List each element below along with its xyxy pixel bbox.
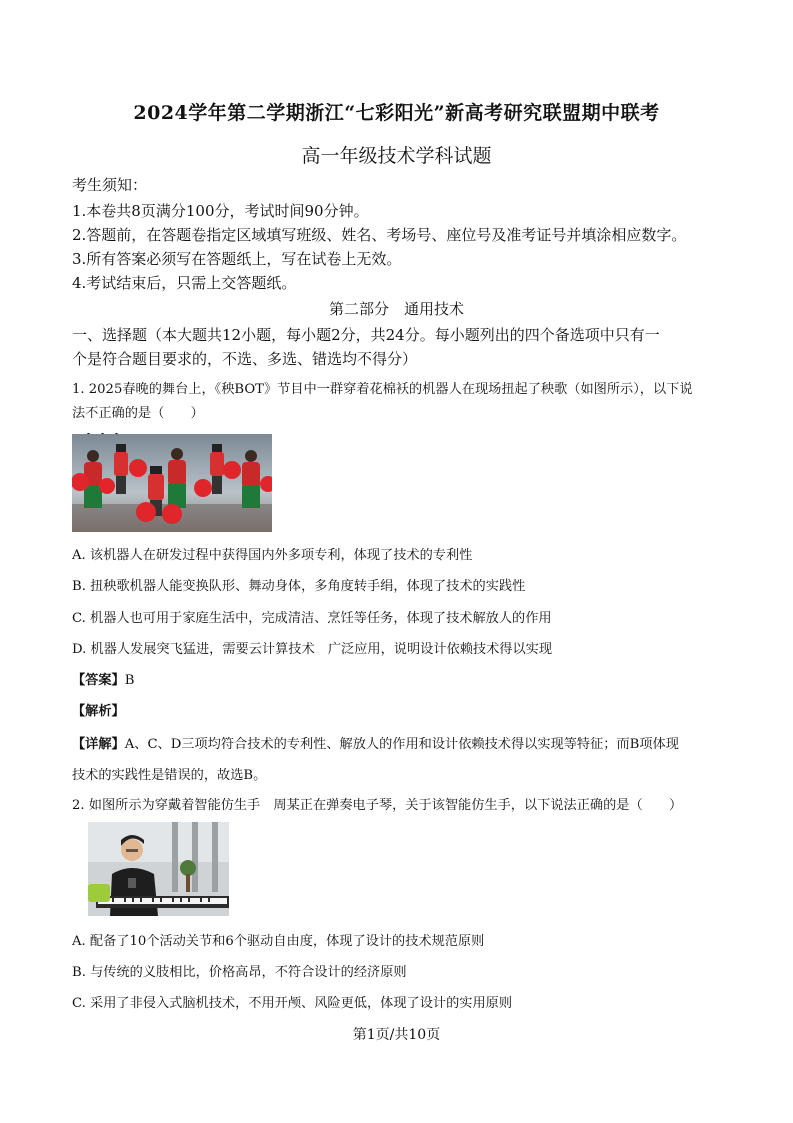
q1-robot-dance-photo — [72, 434, 272, 532]
q1-option-a: A. 该机器人在研发过程中获得国内外多项专利，体现了技术的专利性 — [72, 548, 473, 563]
q2-option-c: C. 采用了非侵入式脑机技术，不用开颅、风险更低，体现了设计的实用原则 — [72, 996, 513, 1011]
answer-label: 【答案】 — [72, 673, 125, 688]
detail-label: 【详解】 — [72, 737, 125, 752]
section-instructions-line1: 一、选择题（本大题共12小题，每小题2分，共24分。每小题列出的四个备选项中只有一 — [72, 326, 660, 344]
notice-heading: 考生须知： — [72, 176, 148, 194]
q1-option-d: D. 机器人发展突飞猛进，需要云计算技术 广泛应用，说明设计依赖技术得以实现 — [72, 642, 553, 657]
q2-stem: 2. 如图所示为穿戴着智能仿生手 周某正在弹奏电子琴，关于该智能仿生手，以下说法正确的是（ ） — [72, 798, 683, 813]
q1-detail-line1 — [72, 733, 679, 752]
notice-item-1: 1.本卷共8页满分100分，考试时间90分钟。 — [72, 202, 369, 220]
notice-item-2: 2.答题前，在答题卷指定区域填写班级、姓名、考场号、座位号及准考证号并填涂相应数字。 — [72, 226, 687, 244]
q2-option-b: B. 与传统的义肢相比，价格高昂，不符合设计的经济原则 — [72, 965, 407, 980]
exam-title: 2024学年第二学期浙江“七彩阳光”新高考研究联盟期中联考 — [133, 102, 660, 124]
q1-option-c: C. 机器人也可用于家庭生活中，完成清洁、烹饪等任务，体现了技术解放人的作用 — [72, 611, 552, 626]
detail-text: A、C、D三项均符合技术的专利性、解放人的作用和设计依赖技术得以实现等特征；而B项体现 — [124, 737, 679, 752]
analysis-label: 【解析】 — [72, 704, 125, 719]
q1-option-b: B. 扭秧歌机器人能变换队形、舞动身体，多角度转手绢，体现了技术的实践性 — [72, 579, 526, 594]
q1-answer — [72, 669, 134, 688]
exam-subtitle: 高一年级技术学科试题 — [301, 145, 492, 167]
q1-stem-line2: 法不正确的是（ ） — [72, 406, 204, 421]
notice-item-3: 3.所有答案必须写在答题纸上，写在试卷上无效。 — [72, 250, 402, 268]
page-footer: 第1页/共10页 — [352, 1027, 441, 1043]
section-instructions-line2: 个是符合题目要求的，不选、多选、错选均不得分） — [72, 350, 418, 368]
part-heading: 第二部分 通用技术 — [328, 300, 464, 318]
q1-detail-line2: 技术的实践性是错误的，故选B。 — [72, 768, 267, 783]
q2-piano-photo — [88, 822, 229, 916]
answer-value: B — [124, 673, 135, 688]
q1-stem-line1: 1. 2025春晚的舞台上，《秧BOT》节目中一群穿着花棉袄的机器人在现场扭起了秧歌（如图所示），以下说 — [72, 382, 693, 397]
q2-option-a: A. 配备了10个活动关节和6个驱动自由度，体现了设计的技术规范原则 — [72, 934, 485, 949]
notice-item-4: 4.考试结束后，只需上交答题纸。 — [72, 274, 297, 292]
